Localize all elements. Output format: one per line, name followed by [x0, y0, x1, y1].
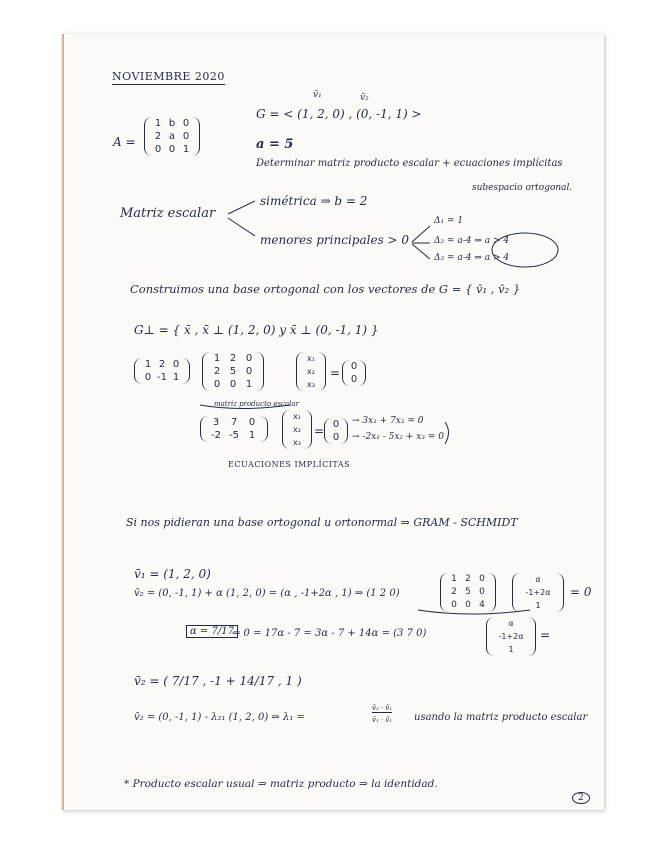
result-cell: 0 [248, 417, 256, 428]
delta-2: Δ₂ = a-4 ⇒ a > 4 [434, 236, 510, 246]
delta-3: Δ₃ = a-4 ⇒ a > 4 [434, 253, 510, 263]
v2-formula: v̄₂ = (0, -1, 1) - λ₂₁ (1, 2, 0) ⇒ λ₁ = [134, 712, 305, 723]
x-cell: x₂ [307, 367, 315, 376]
basis-cell: 1 [144, 359, 152, 370]
x-cell: x₃ [293, 438, 301, 447]
gs-vec-cell: -1+2α [525, 588, 551, 597]
alpha-line: ⇐ 0 = 17α - 7 = 3α - 7 + 14α = (3 7 0) [232, 628, 427, 639]
spm-cell: 0 [213, 379, 221, 390]
A-matrix [144, 117, 200, 156]
zero-vector-2 [324, 418, 348, 444]
frac-note: usando la matriz producto escalar [414, 712, 588, 723]
gs-vec-cell: 1 [535, 601, 541, 610]
gs-matrix [440, 573, 496, 612]
v2-result: v̄₂ = ( 7/17 , -1 + 14/17 , 1 ) [134, 674, 302, 688]
basis-cell: 0 [144, 372, 152, 383]
delta-1: Δ₁ = 1 [434, 216, 464, 226]
gs-eq-zero: = 0 [570, 585, 592, 599]
page-number: 2 [572, 792, 590, 804]
gs-cell: 5 [465, 587, 471, 597]
task-line-1: Determinar matriz producto escalar + ecuaciones implícitas [256, 158, 563, 169]
gs-vector [512, 573, 564, 612]
result-cell: 7 [230, 417, 238, 428]
branch-stroke-simetrica [228, 201, 255, 214]
x-cell: x₁ [293, 412, 301, 421]
footer-note: * Producto escalar usual ⇒ matriz producto ⇒ la identidad. [124, 778, 438, 790]
v1-definition: v̄₁ = (1, 2, 0) [134, 567, 211, 581]
gs-cell: 0 [479, 587, 485, 597]
alpha-vec-cell: 1 [508, 645, 514, 654]
spm-cell: 2 [213, 366, 221, 377]
spm-cell: 1 [245, 379, 253, 390]
basis-matrix [134, 358, 190, 384]
A-cell: 0 [168, 144, 176, 155]
gs-cell: 2 [465, 574, 471, 584]
equals-sign: = [330, 366, 341, 380]
zero-cell: 0 [350, 374, 358, 385]
G-definition: G = < (1, 2, 0) , (0, -1, 1) > [256, 107, 422, 121]
basis-cell: -1 [157, 372, 167, 383]
x-vector-2 [282, 410, 312, 449]
equation-2: → -2x₁ - 5x₂ + x₃ = 0 [352, 432, 444, 442]
spm-cell: 5 [229, 366, 237, 377]
zero-cell: 0 [332, 432, 340, 443]
x-cell: x₂ [293, 425, 301, 434]
v2-label: v̄₂ [360, 93, 369, 103]
v2-definition: v̄₂ = (0, -1, 1) + α (1, 2, 0) = (α , -1+2α , 1) ⇒ (1 2 0) [134, 588, 400, 599]
task-line-2: subespacio ortogonal. [472, 183, 573, 193]
alpha-vector [486, 617, 536, 656]
result-cell: -2 [211, 430, 221, 441]
simetrica-line: simétrica ⇒ b = 2 [260, 194, 368, 208]
matriz-escalar-label: Matriz escalar [120, 206, 216, 221]
equals-sign-2: = [314, 424, 325, 438]
zero-vector [342, 360, 366, 386]
alpha-vec-cell: -1+2α [498, 632, 524, 641]
A-cell: 1 [182, 144, 190, 155]
basis-cell: 0 [172, 359, 180, 370]
G-perp-definition: G⊥ = { x̄ , x̄ ⊥ (1, 2, 0) y x̄ ⊥ (0, -1, 1) } [134, 323, 379, 337]
alpha-eq: = [540, 628, 551, 642]
gram-schmidt-intro: Si nos pidieran una base ortogonal u ortonormal ⇒ GRAM - SCHMIDT [126, 516, 518, 529]
frac-numerator: v̄₂ · v̄₁ [372, 704, 393, 712]
result-cell: -5 [229, 430, 239, 441]
basis-cell: 1 [172, 372, 180, 383]
scalar-product-matrix [202, 352, 264, 391]
v1-label: v̄₁ [313, 90, 322, 100]
alpha-box: α = 7/17 [186, 625, 238, 638]
spm-cell: 1 [213, 353, 221, 364]
gs-cell: 0 [451, 600, 457, 610]
A-cell: 0 [182, 131, 190, 142]
gs-vec-cell: α [535, 575, 541, 584]
x-vector [296, 352, 326, 391]
gs-cell: 0 [479, 574, 485, 584]
x-cell: x₃ [307, 380, 315, 389]
gs-cell: 4 [479, 600, 485, 610]
gs-cell: 2 [451, 587, 457, 597]
orthogonal-intro: Construimos una base ortogonal con los vectores de G = { v̄₁ , v̄₂ } [130, 282, 521, 296]
A-cell: a [168, 131, 176, 142]
basis-cell: 2 [158, 359, 166, 370]
alpha-vec-cell: α [508, 619, 514, 628]
result-cell: 1 [248, 430, 256, 441]
A-cell: 0 [182, 118, 190, 129]
a-value: a = 5 [256, 137, 294, 152]
gs-cell: 0 [465, 600, 471, 610]
menores-line: menores principales > 0 [260, 233, 410, 247]
spm-cell: 0 [245, 366, 253, 377]
result-matrix [200, 416, 268, 442]
page-date: NOVIEMBRE 2020 [112, 70, 225, 83]
branch-stroke-menores [228, 218, 255, 236]
A-label: A = [113, 135, 136, 149]
result-cell: 3 [212, 417, 220, 428]
ecuaciones-implicitas: ECUACIONES IMPLÍCITAS [228, 460, 351, 469]
spm-cell: 2 [229, 353, 237, 364]
zero-cell: 0 [332, 419, 340, 430]
equation-1: → 3x₁ + 7x₂ = 0 [352, 416, 424, 426]
A-cell: 1 [154, 118, 162, 129]
A-cell: 2 [154, 131, 162, 142]
matriz-note: matriz producto escalar [214, 400, 299, 408]
spm-cell: 0 [245, 353, 253, 364]
A-cell: b [168, 118, 176, 129]
spm-cell: 0 [229, 379, 237, 390]
frac-denominator: v̄₁ · v̄₁ [372, 716, 393, 724]
gs-cell: 1 [451, 574, 457, 584]
x-cell: x₁ [307, 354, 315, 363]
A-cell: 0 [154, 144, 162, 155]
zero-cell: 0 [350, 361, 358, 372]
